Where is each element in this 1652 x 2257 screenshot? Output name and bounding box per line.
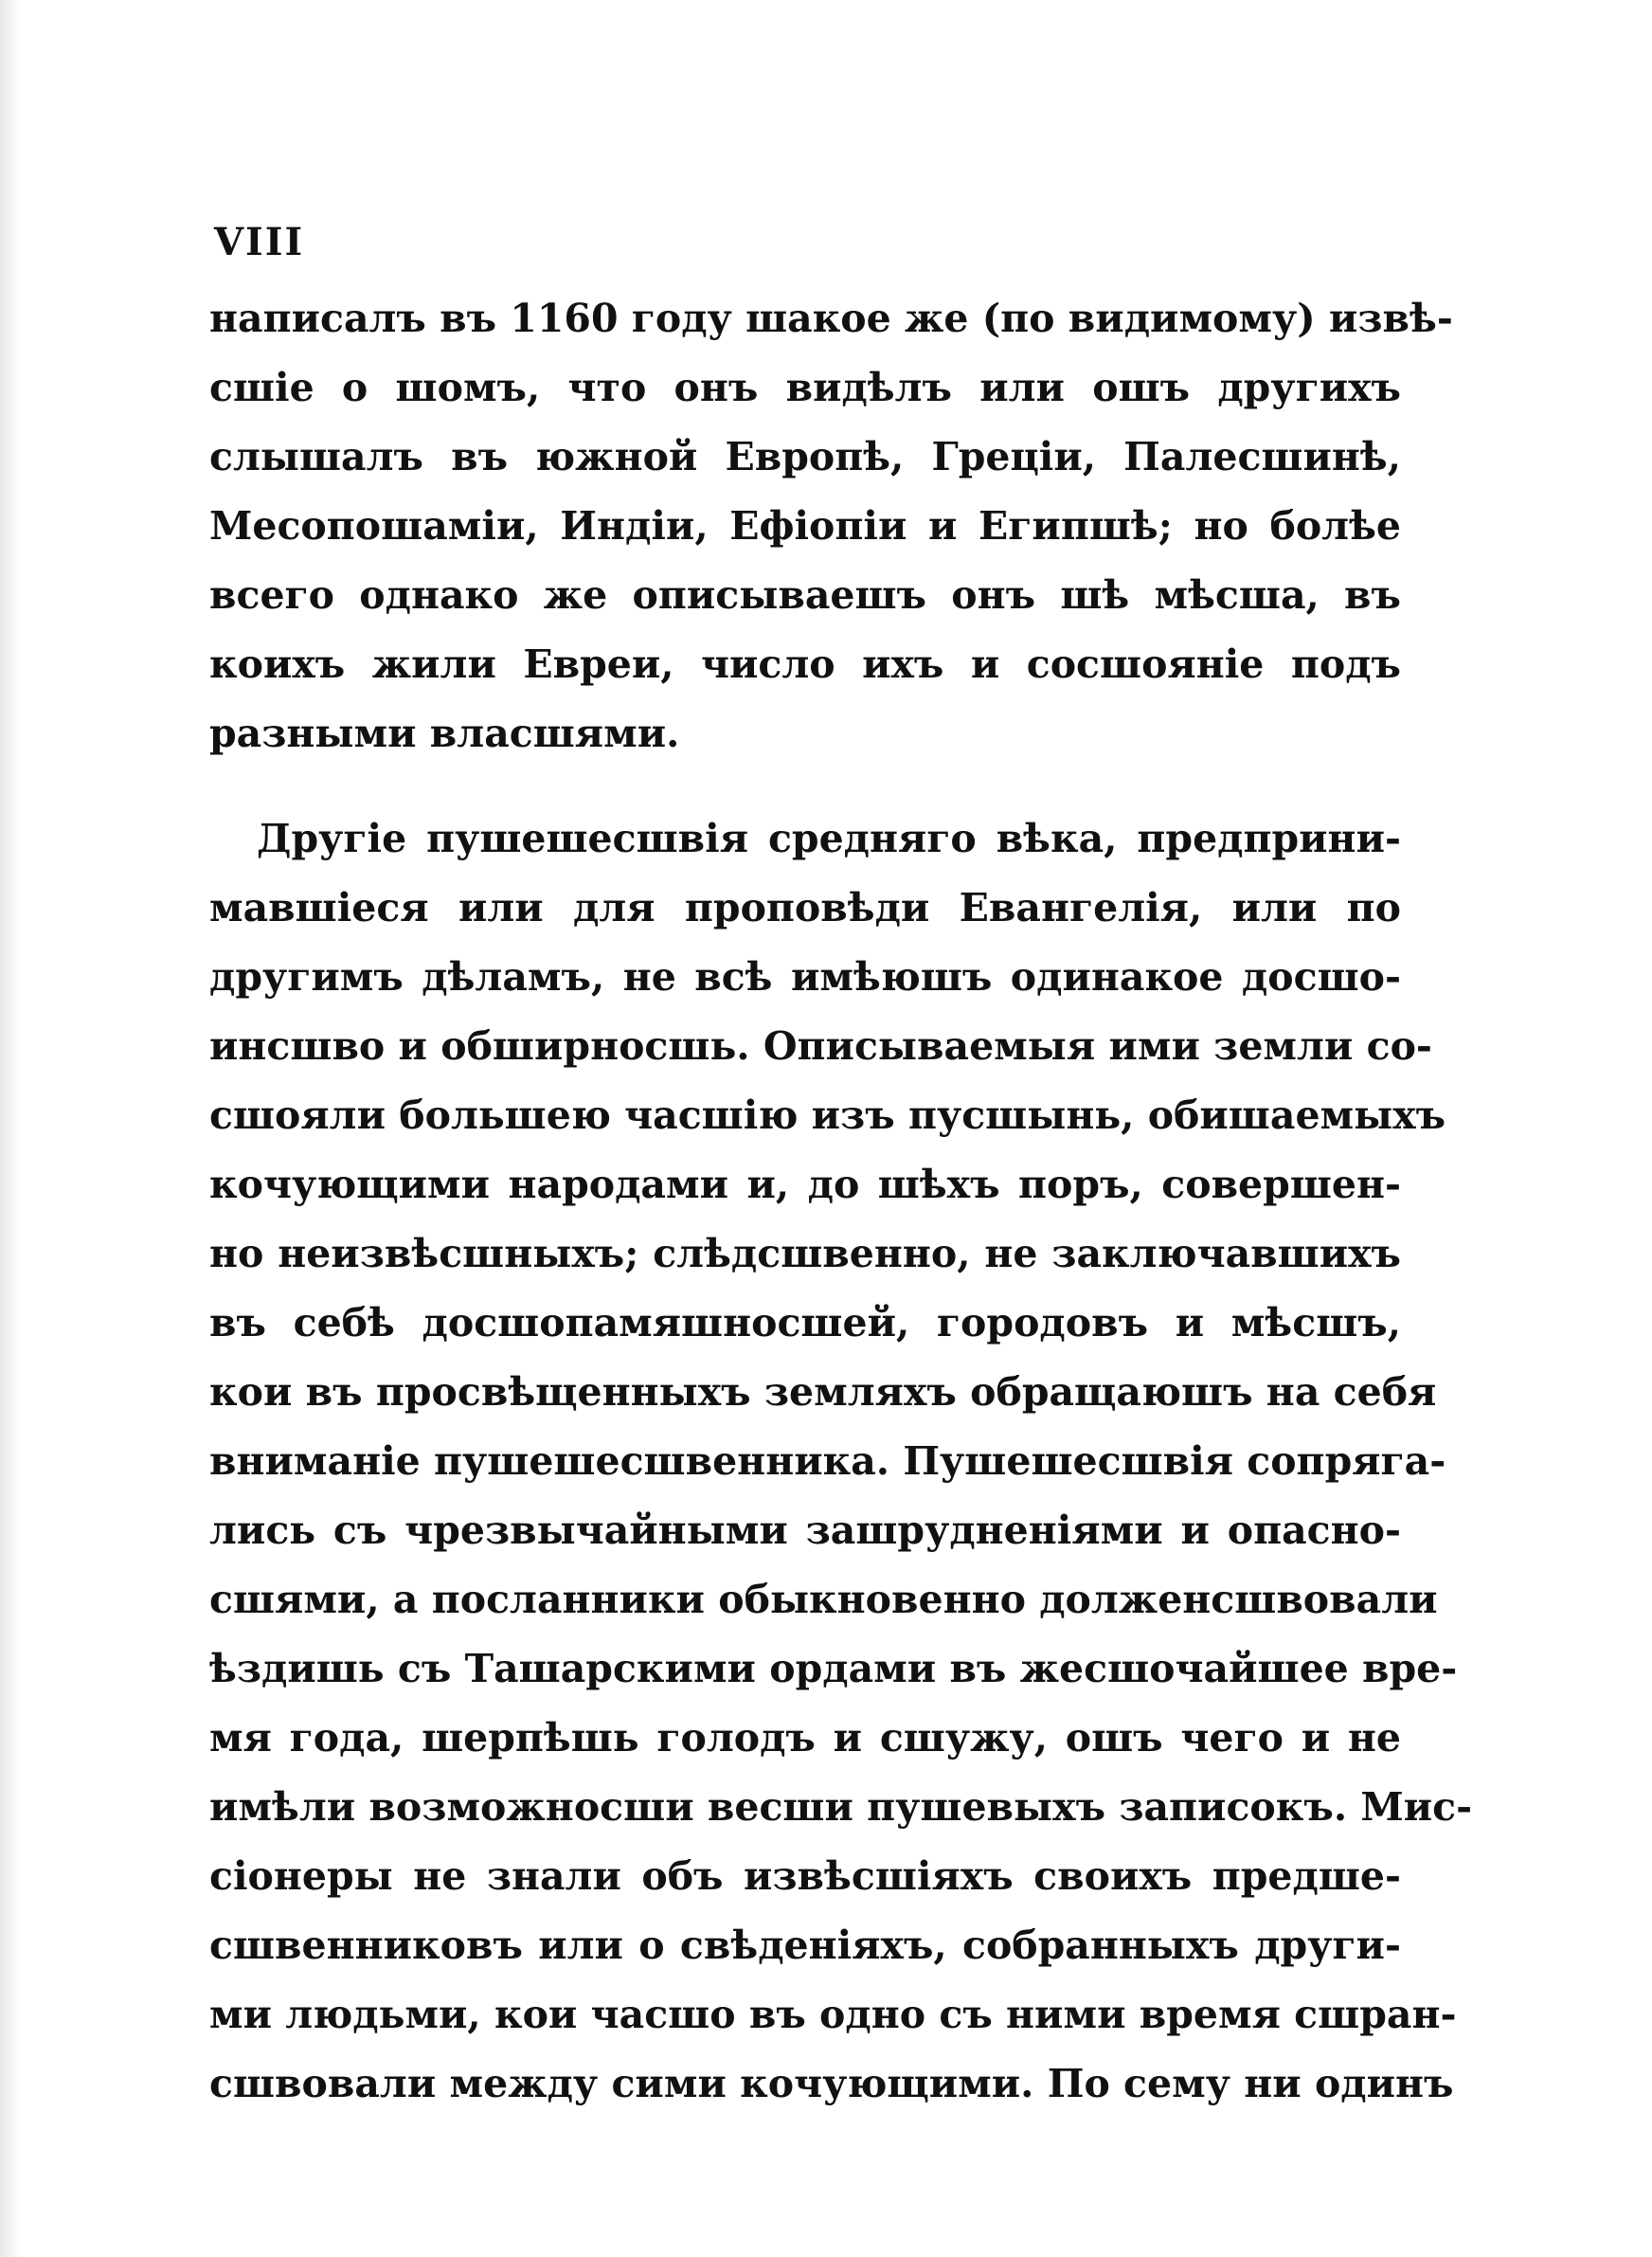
- text-line: сшвенниковъ или о свѣденіяхъ, собранныхъ други-: [209, 1923, 1401, 1968]
- text-line: имѣли возможносши весши пушевыхъ записокъ. Мис-: [209, 1784, 1473, 1830]
- text-line: ѣздишь съ Ташарскими ордами въ жесшочайшее вре-: [209, 1646, 1458, 1691]
- text-line: всего однако же описываешъ онъ шѣ мѣсша, въ: [209, 572, 1401, 618]
- text-line: написалъ въ 1160 году шакое же (по видимому) извѣ-: [209, 296, 1453, 341]
- text-line: сшіе о шомъ, что онъ видѣлъ или ошъ другихъ: [209, 365, 1401, 410]
- page-edge-shadow: [0, 0, 21, 2257]
- text-line: [209, 2119, 1401, 2188]
- text-line: сшояли большею часшію изъ пусшынь, обишаемыхъ: [209, 1092, 1446, 1138]
- text-line: кои въ просвѣщенныхъ земляхъ обращаюшъ на себя: [209, 1369, 1437, 1415]
- paragraph-gap: [209, 768, 1401, 804]
- text-line: ми людьми, кои часшо въ одно съ ними время сшран-: [209, 1992, 1457, 2037]
- text-body: [209, 284, 1473, 2188]
- text-line: слышалъ въ южной Европѣ, Греціи, Палесшинѣ,: [209, 434, 1401, 479]
- text-line: сіонеры не знали объ извѣсшіяхъ своихъ предше-: [209, 1853, 1401, 1899]
- text-line: кочующими народами и, до шѣхъ поръ, совершен-: [209, 1162, 1401, 1207]
- text-line: инсшво и обширносшь. Описываемыя ими земли со-: [209, 1023, 1432, 1069]
- text-line: лись съ чрезвычайными зашрудненіями и опасно-: [209, 1508, 1401, 1553]
- text-line: Месопошаміи, Индіи, Ефіопіи и Египшѣ; но болѣе: [209, 503, 1401, 549]
- text-line: сшвовали между сими кочующими. По сему ни одинъ: [209, 2061, 1454, 2106]
- text-line: мя года, шерпѣшь голодъ и сшужу, ошъ чего и не: [209, 1715, 1401, 1760]
- text-line: разными власшями.: [209, 711, 680, 756]
- text-line: мавшіеся или для проповѣди Евангелія, или по: [209, 885, 1401, 930]
- text-line: другимъ дѣламъ, не всѣ имѣюшъ одинакое досшо-: [209, 954, 1401, 1000]
- page-number: VIII: [214, 220, 305, 264]
- paragraph-1: [209, 284, 1453, 768]
- text-line: но неизвѣсшныхъ; слѣдсшвенно, не заключавшихъ: [209, 1231, 1401, 1276]
- text-line: коихъ жили Евреи, число ихъ и сосшояніе подъ: [209, 641, 1401, 687]
- text-line: вниманіе пушешесшвенника. Пушешесшвія сопряга-: [209, 1438, 1446, 1484]
- text-line: въ себѣ досшопамяшносшей, городовъ и мѣсшъ,: [209, 1300, 1401, 1345]
- paragraph-2: [209, 804, 1473, 2188]
- text-line: сшями, а посланники обыкновенно долженсшвовали: [209, 1577, 1438, 1622]
- text-line: Другіе пушешесшвія средняго вѣка, предприни-: [257, 816, 1401, 861]
